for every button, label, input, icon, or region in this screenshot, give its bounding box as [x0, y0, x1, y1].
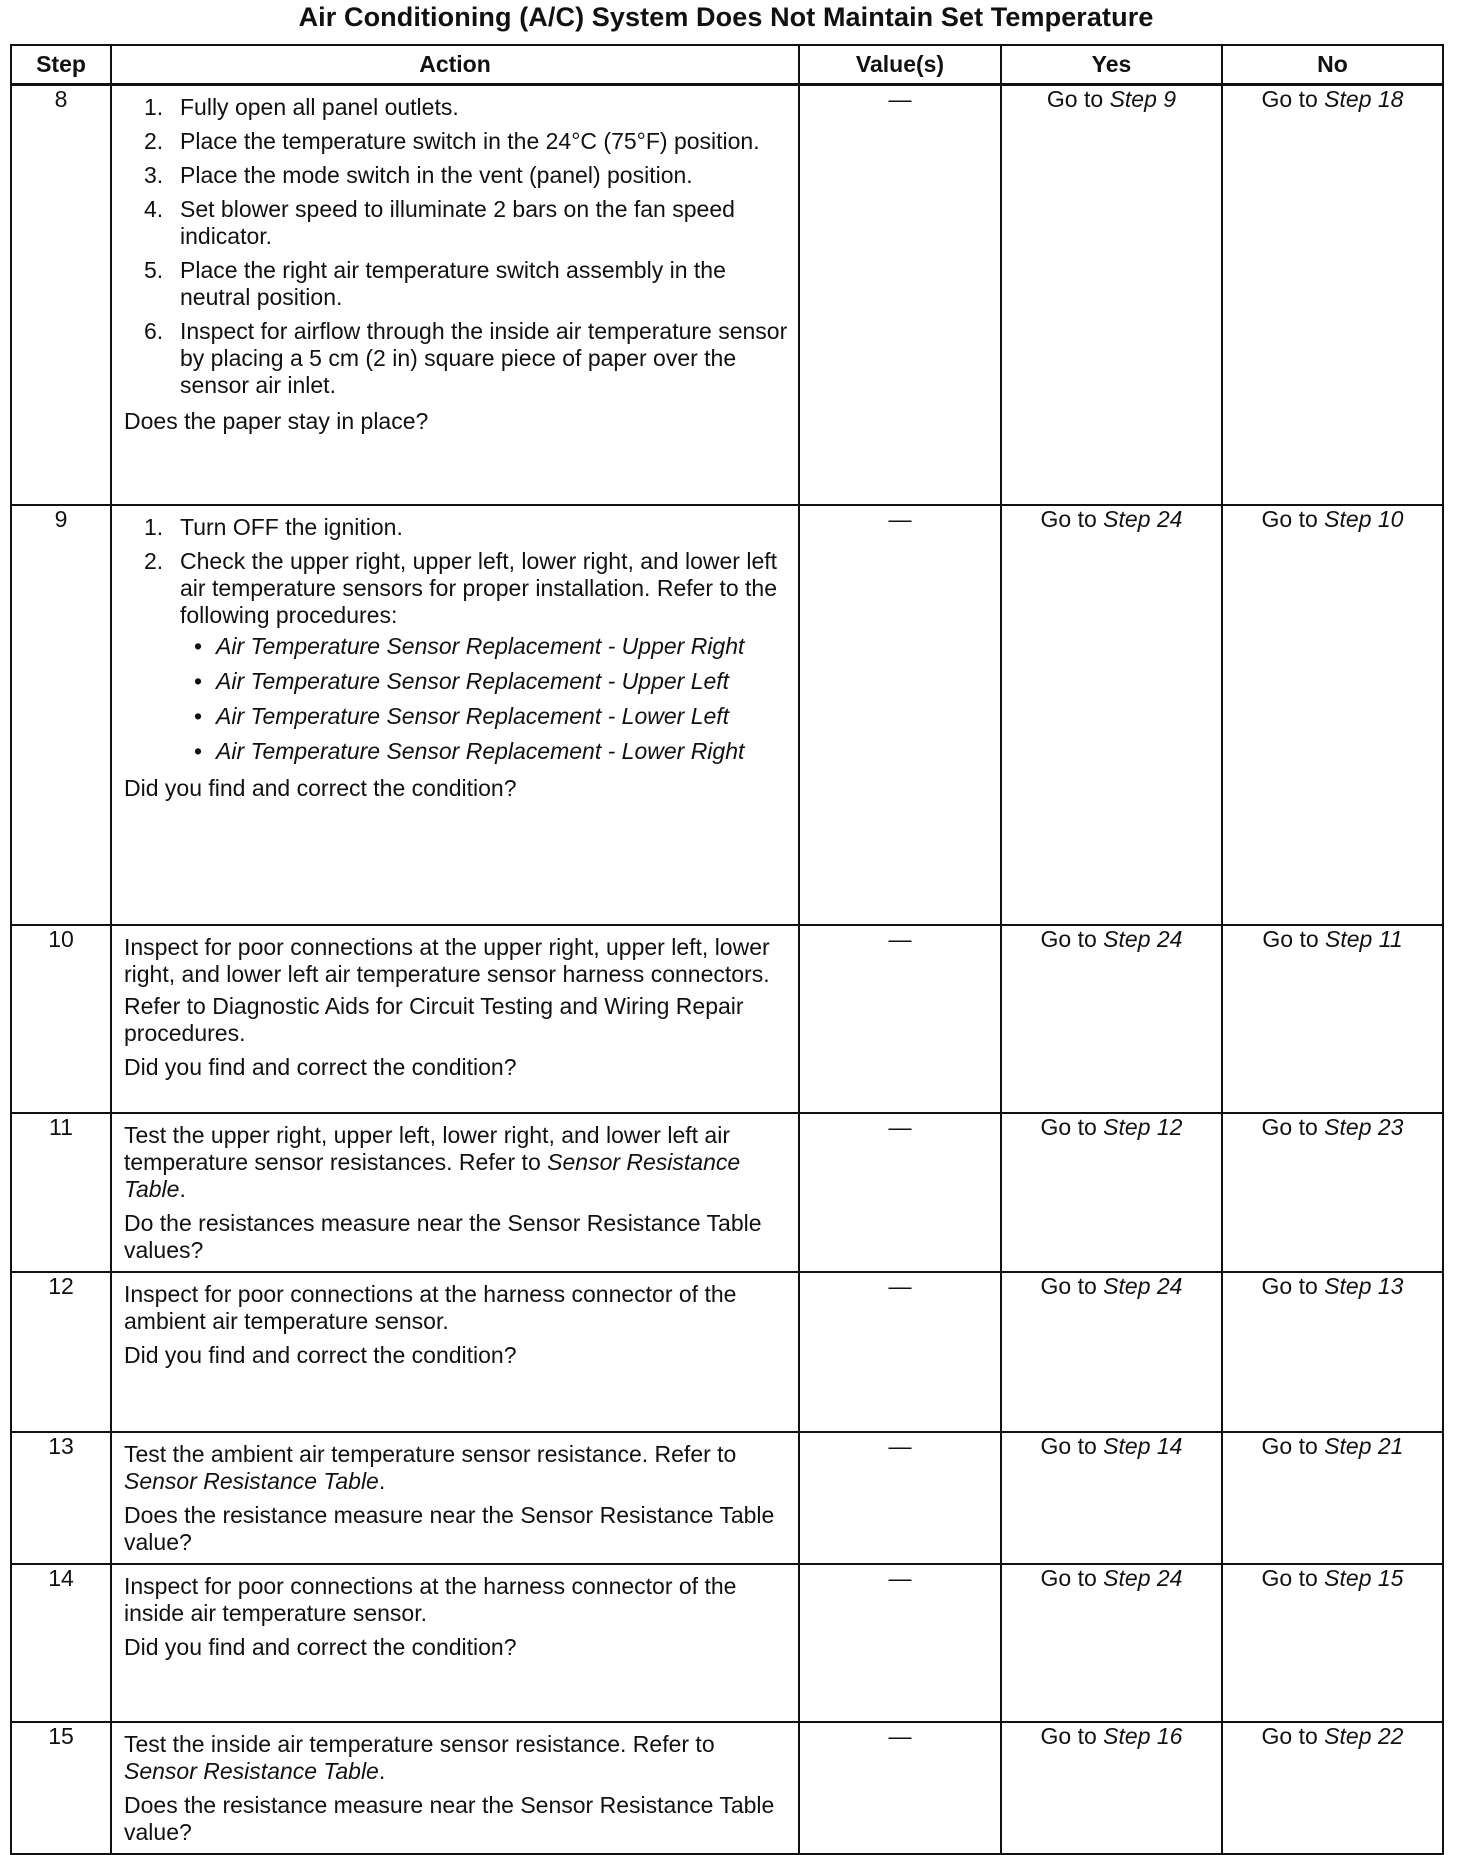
value-cell: — — [799, 1722, 1001, 1854]
question-text: Does the resistance measure near the Sensor Resistance Table value? — [124, 1501, 775, 1555]
no-cell: Go to Step 22 — [1222, 1722, 1443, 1854]
action-cell — [111, 1113, 799, 1272]
step-number: 10 — [11, 925, 111, 1113]
question-text: Did you find and correct the condition? — [124, 774, 517, 801]
procedure-item: • Air Temperature Sensor Replacement - Upper Right — [180, 633, 788, 660]
step-number: 15 — [11, 1722, 111, 1854]
step-number: 14 — [11, 1564, 111, 1722]
list-item: 2. Place the temperature switch in the 24°C (75°F) position. — [144, 128, 760, 154]
yes-cell: Go to Step 24 — [1001, 925, 1222, 1113]
value-cell: — — [799, 1432, 1001, 1564]
action-cell — [111, 1564, 799, 1722]
step-number: 11 — [11, 1113, 111, 1272]
procedure-item: • Air Temperature Sensor Replacement - Lower Right — [180, 738, 788, 765]
reference-text: Refer to Diagnostic Aids for Circuit Testing and Wiring Repair procedures. — [124, 992, 744, 1046]
action-text: Inspect for poor connections at the harness connector of the inside air temperature sensor. — [124, 1572, 737, 1626]
step-number: 9 — [11, 505, 111, 925]
question-text: Did you find and correct the condition? — [124, 1633, 517, 1660]
no-cell: Go to Step 18 — [1222, 85, 1443, 505]
procedure-item: • Air Temperature Sensor Replacement - Upper Left — [180, 668, 788, 695]
list-item: 2. Check the upper right, upper left, lower right, and lower left air temperature sensors for proper installation. Refer to the following procedures: • Air Temperature Sensor Replacement - Upper Right • Air Temperature Sensor Replacement - Upper Left • Air Temperature Sensor Replacement - Lower Left • Air Temperature Sensor Replacement - Lower Right — [124, 548, 788, 765]
value-cell: — — [799, 1272, 1001, 1432]
table-row — [11, 1564, 1443, 1722]
question-text: Do the resistances measure near the Sensor Resistance Table values? — [124, 1209, 762, 1263]
action-cell — [111, 925, 799, 1113]
question-text: Does the paper stay in place? — [124, 408, 429, 434]
table-header-row — [11, 45, 1443, 85]
diagnostic-table — [10, 44, 1444, 1855]
reference-link: Sensor Resistance Table — [124, 1148, 741, 1202]
list-item: 4. Set blower speed to illuminate 2 bars on the fan speed indicator. — [144, 196, 735, 249]
table-row — [11, 1722, 1443, 1854]
instruction-list — [124, 514, 788, 773]
list-item: 1. Fully open all panel outlets. — [144, 94, 459, 120]
list-item: 6. Inspect for airflow through the inside air temperature sensor by placing a 5 cm (2 in) square piece of paper over the sensor air inlet. — [144, 318, 788, 398]
header-action: Action — [111, 45, 799, 85]
header-values: Value(s) — [799, 45, 1001, 85]
step-number: 13 — [11, 1432, 111, 1564]
header-step: Step — [11, 45, 111, 85]
reference-link: Sensor Resistance Table — [124, 1467, 379, 1494]
table-row — [11, 1113, 1443, 1272]
yes-cell: Go to Step 12 — [1001, 1113, 1222, 1272]
page-title: Air Conditioning (A/C) System Does Not Maintain Set Temperature — [298, 2, 1154, 32]
yes-cell: Go to Step 24 — [1001, 1564, 1222, 1722]
action-cell — [111, 1432, 799, 1564]
yes-cell: Go to Step 24 — [1001, 1272, 1222, 1432]
action-cell — [111, 1272, 799, 1432]
no-cell: Go to Step 11 — [1222, 925, 1443, 1113]
action-cell — [111, 85, 799, 505]
value-cell: — — [799, 505, 1001, 925]
table-row — [11, 1432, 1443, 1564]
question-text: Did you find and correct the condition? — [124, 1341, 517, 1368]
table-row — [11, 505, 1443, 925]
list-item: 5. Place the right air temperature switch assembly in the neutral position. — [144, 257, 726, 310]
action-cell — [111, 1722, 799, 1854]
yes-cell: Go to Step 14 — [1001, 1432, 1222, 1564]
action-text: Inspect for poor connections at the upper right, upper left, lower right, and lower left air temperature sensor harness connectors. — [124, 933, 770, 987]
reference-link: Sensor Resistance Table — [124, 1757, 379, 1784]
value-cell: — — [799, 1113, 1001, 1272]
list-item: 3. Place the mode switch in the vent (panel) position. — [144, 162, 693, 188]
step-number: 12 — [11, 1272, 111, 1432]
yes-cell: Go to Step 9 — [1001, 85, 1222, 505]
header-no: No — [1222, 45, 1443, 85]
yes-cell: Go to Step 24 — [1001, 505, 1222, 925]
table-row — [11, 925, 1443, 1113]
action-text: Inspect for poor connections at the harness connector of the ambient air temperature sensor. — [124, 1280, 737, 1334]
table-row — [11, 1272, 1443, 1432]
value-cell: — — [799, 1564, 1001, 1722]
page — [10, 0, 1442, 1855]
question-text: Did you find and correct the condition? — [124, 1053, 517, 1080]
action-cell — [111, 505, 799, 925]
action-text: Test the inside air temperature sensor resistance. Refer to Sensor Resistance Table. — [124, 1730, 715, 1784]
no-cell: Go to Step 21 — [1222, 1432, 1443, 1564]
procedure-list — [180, 633, 788, 765]
table-row — [11, 85, 1443, 505]
no-cell: Go to Step 15 — [1222, 1564, 1443, 1722]
instruction-list — [124, 94, 788, 406]
action-text: Test the ambient air temperature sensor resistance. Refer to Sensor Resistance Table. — [124, 1440, 737, 1494]
step-number: 8 — [11, 85, 111, 505]
no-cell: Go to Step 13 — [1222, 1272, 1443, 1432]
value-cell: — — [799, 85, 1001, 505]
action-text: Test the upper right, upper left, lower right, and lower left air temperature sensor resistances. Refer to Sensor Resistance Table. — [124, 1121, 741, 1202]
question-text: Does the resistance measure near the Sensor Resistance Table value? — [124, 1791, 775, 1845]
list-item: 1. Turn OFF the ignition. — [144, 513, 403, 540]
procedure-item: • Air Temperature Sensor Replacement - Lower Left — [180, 703, 788, 730]
value-cell: — — [799, 925, 1001, 1113]
no-cell: Go to Step 23 — [1222, 1113, 1443, 1272]
header-yes: Yes — [1001, 45, 1222, 85]
no-cell: Go to Step 10 — [1222, 505, 1443, 925]
yes-cell: Go to Step 16 — [1001, 1722, 1222, 1854]
